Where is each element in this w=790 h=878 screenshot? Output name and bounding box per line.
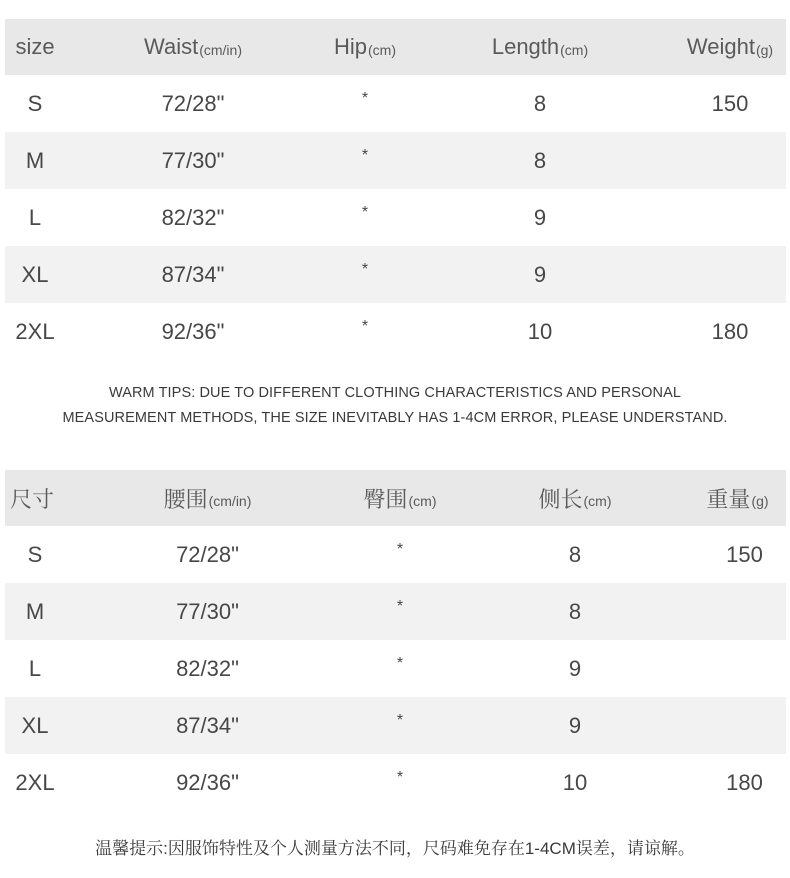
size-cell: 2XL [15,769,55,795]
header-size: size [15,34,55,59]
hip-cell: * [361,203,369,221]
hip-cell: * [396,597,404,615]
warm-tips-line-2: MEASUREMENT METHODS, THE SIZE INEVITABLY HAS 1-4CM ERROR, PLEASE UNDERSTAND. [62,410,728,426]
table-header-row [5,19,786,75]
length-cell: 8 [568,598,582,624]
size-cell: 2XL [15,318,55,344]
header-hip: Hip (cm) [333,34,396,59]
waist-cell: 87/34" [161,261,225,287]
table-row [5,132,786,189]
size-cell: S [27,90,43,116]
waist-cell: 82/32" [161,204,225,230]
size-cell: M [25,147,45,173]
weight-cell: 150 [711,90,749,116]
length-cell: 9 [533,261,547,287]
header-waist: Waist (cm/in) [144,34,242,59]
length-cell: 9 [568,712,582,738]
size-cell: S [27,541,43,567]
size-cell: M [25,598,45,624]
hip-cell: * [361,146,369,164]
length-cell: 9 [533,204,547,230]
table-row [5,640,786,697]
weight-cell [672,583,790,640]
weight-cell [655,246,790,303]
weight-cell [672,640,790,697]
length-cell: 8 [533,90,547,116]
table-row [5,303,786,360]
warm-tips-line-1: WARM TIPS: DUE TO DIFFERENT CLOTHING CHARACTERISTICS AND PERSONAL [108,385,682,401]
length-cell: 8 [533,147,547,173]
length-cell: 8 [568,541,582,567]
waist-cell: 77/30" [161,147,225,173]
size-cell: L [28,204,42,230]
table-row [5,754,786,811]
waist-cell: 92/36" [176,769,239,795]
waist-cell: 72/28" [176,541,239,567]
hip-cell: * [396,711,404,729]
weight-cell [655,132,790,189]
weight-cell: 180 [711,318,749,344]
header-waist: 腰围 (cm/in) [163,486,252,512]
waist-cell: 72/28" [161,90,225,116]
weight-cell: 180 [726,769,763,795]
size-cell: XL [21,261,49,287]
hip-cell: * [396,654,404,672]
warm-tips-english [0,381,790,431]
size-table-chinese [5,470,786,811]
waist-cell: 87/34" [176,712,239,738]
table-row [5,189,786,246]
header-weight: 重量 (g) [706,486,769,512]
table-row [5,697,786,754]
header-length: 侧长 (cm) [538,486,612,512]
length-cell: 10 [562,769,588,795]
table-header-row [5,470,786,526]
weight-cell [655,189,790,246]
header-weight: Weight (g) [686,34,774,59]
size-cell: XL [21,712,49,738]
table-row [5,246,786,303]
hip-cell: * [361,317,369,335]
table-row [5,526,786,583]
size-cell: L [28,655,42,681]
table-row [5,583,786,640]
weight-cell: 150 [726,541,763,567]
hip-cell: * [396,540,404,558]
header-hip: 臀围 (cm) [363,486,437,512]
hip-cell: * [396,768,404,786]
waist-cell: 82/32" [176,655,239,681]
header-length: Length (cm) [491,34,589,59]
waist-cell: 77/30" [176,598,239,624]
length-cell: 10 [527,318,553,344]
table-row [5,75,786,132]
header-size: 尺寸 [9,486,54,512]
waist-cell: 92/36" [161,318,225,344]
weight-cell [672,697,790,754]
length-cell: 9 [568,655,582,681]
hip-cell: * [361,260,369,278]
warm-tips-chinese: 温馨提示:因服饰特性及个人测量方法不同，尺码难免存在1-4CM误差，请谅解。 [95,839,695,858]
hip-cell: * [361,89,369,107]
size-table-english [5,19,786,360]
